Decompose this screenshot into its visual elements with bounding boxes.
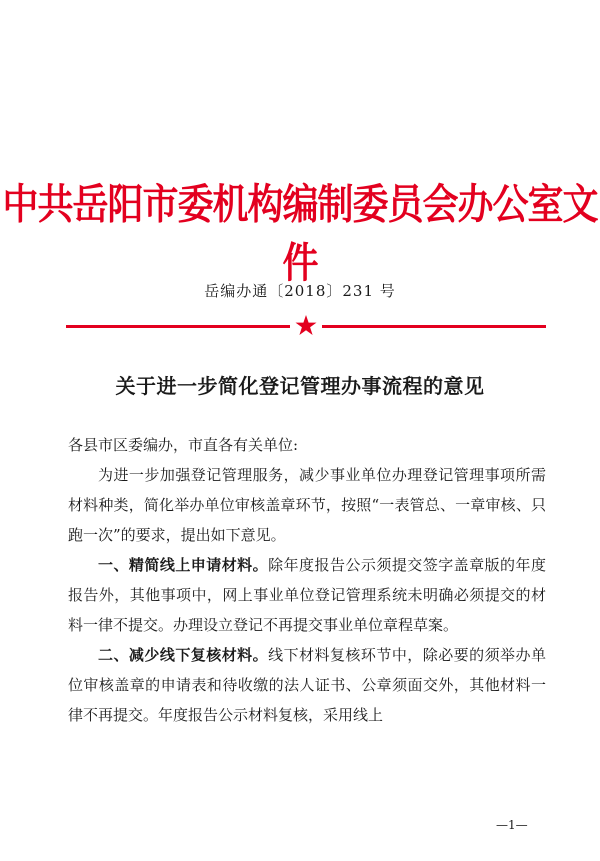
red-separator xyxy=(66,314,546,338)
star-icon xyxy=(294,314,318,338)
document-number: 岳编办通〔2018〕231 号 xyxy=(204,282,396,300)
paragraph-intro xyxy=(68,460,546,550)
paragraph-lead: 一、精简线上申请材料。 xyxy=(98,556,269,574)
paragraph-section-2 xyxy=(68,640,546,730)
paragraph-text: 除年度报告公示须提交签字盖章版的年度报告外，其他事项中，网上事业单位登记管理系统未明确必须提交的材料一律不提交。办理设立登记不再提交事业单位章程草案。 xyxy=(68,556,546,634)
page-number: —1— xyxy=(496,818,528,832)
document-body xyxy=(68,430,546,730)
paragraph-text: 线下材料复核环节中，除必要的须举办单位审核盖章的申请表和待收缴的法人证书、公章须面交外，其他材料一律不再提交。年度报告公示材料复核，采用线上 xyxy=(68,646,546,724)
paragraph-lead: 二、减少线下复核材料。 xyxy=(98,646,269,664)
document-title: 关于进一步简化登记管理办事流程的意见 xyxy=(115,374,485,398)
separator-rule-right xyxy=(322,325,546,328)
paragraph-text: 为进一步加强登记管理服务，减少事业单位办理登记管理事项所需材料种类，简化举办单位审核盖章环节，按照“一表管总、一章审核、只跑一次”的要求，提出如下意见。 xyxy=(68,466,546,544)
paragraph-section-1 xyxy=(68,550,546,640)
document-masthead: 中共岳阳市委机构编制委员会办公室文件 xyxy=(2,181,598,288)
salutation: 各县市区委编办，市直各有关单位: xyxy=(68,436,299,454)
separator-rule-left xyxy=(66,325,290,328)
